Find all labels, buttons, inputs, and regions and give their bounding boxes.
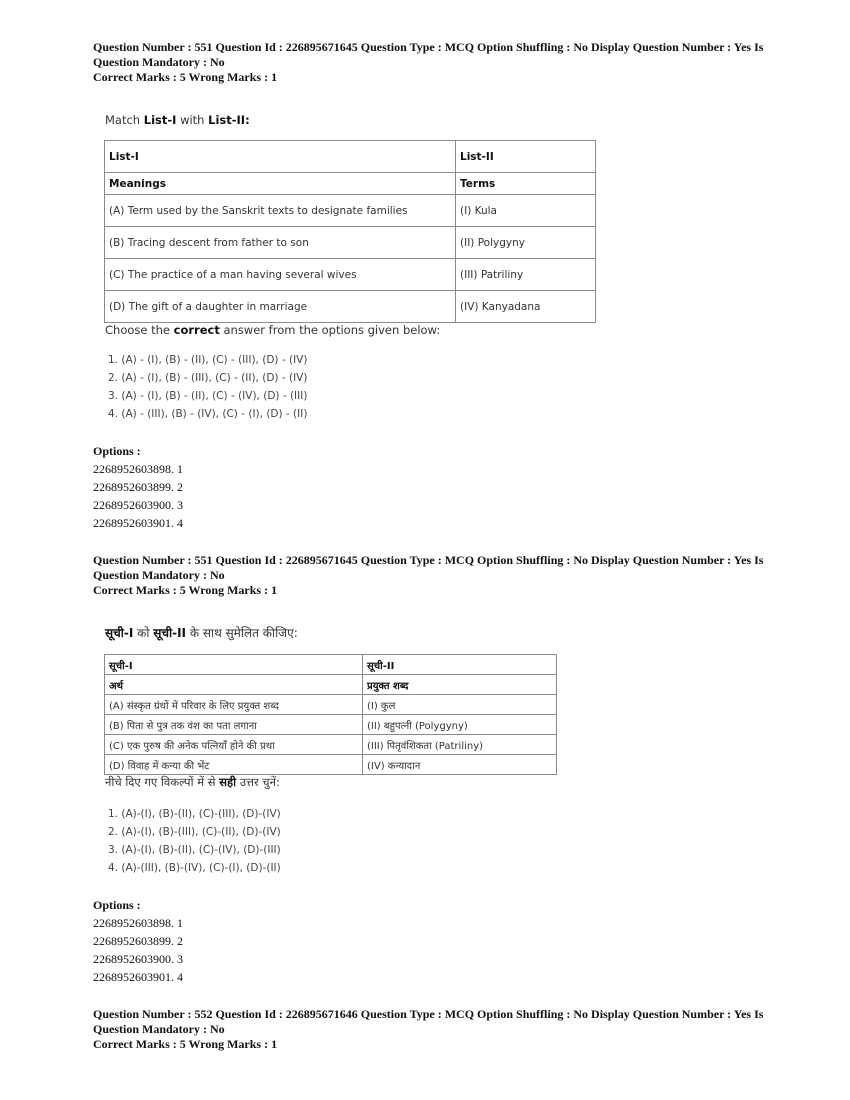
question-meta — [93, 40, 773, 85]
option-item: 2268952603901. 4 — [93, 516, 183, 530]
table-cell: (D) विवाह में कन्या की भेंट — [105, 755, 363, 775]
table-row — [105, 715, 557, 735]
meta-line: Question Mandatory : No — [93, 568, 225, 582]
question-meta — [93, 553, 773, 598]
options-label: Options : — [93, 444, 141, 458]
list-item: 3. (A)-(I), (B)-(II), (C)-(IV), (D)-(III) — [108, 844, 281, 856]
table-row — [105, 735, 557, 755]
meta-line: Question Number : 551 Question Id : 226895671645 Question Type : MCQ Option Shuffling : No Display Question Number : Yes Is — [93, 553, 764, 567]
match-table — [104, 140, 596, 323]
table-row — [105, 195, 596, 227]
table-cell: (D) The gift of a daughter in marriage — [105, 291, 456, 323]
match-prompt: सूची-I को सूची-II के साथ सुमेलित कीजिए: — [105, 626, 298, 640]
table-cell: List-II — [456, 141, 596, 173]
table-header-row — [105, 675, 557, 695]
table-cell: (C) The practice of a man having several wives — [105, 259, 456, 291]
list-item: 4. (A)-(III), (B)-(IV), (C)-(I), (D)-(II) — [108, 862, 281, 874]
question-meta — [93, 1007, 773, 1052]
list-item: 3. (A) - (I), (B) - (II), (C) - (IV), (D) - (III) — [108, 390, 308, 402]
option-item: 2268952603901. 4 — [93, 970, 183, 984]
list-item: 1. (A)-(I), (B)-(II), (C)-(III), (D)-(IV) — [108, 808, 281, 820]
table-cell: सूची-I — [105, 655, 363, 675]
table-row — [105, 291, 596, 323]
table-row — [105, 227, 596, 259]
answer-choices — [108, 805, 281, 877]
table-cell: (A) Term used by the Sanskrit texts to designate families — [105, 195, 456, 227]
table-header-row — [105, 173, 596, 195]
table-cell: (IV) कन्यादान — [363, 755, 557, 775]
option-item: 2268952603900. 3 — [93, 952, 183, 966]
table-cell: प्रयुक्त शब्द — [363, 675, 557, 695]
list-item: 2. (A) - (I), (B) - (III), (C) - (II), (D) - (IV) — [108, 372, 308, 384]
table-cell: (III) Patriliny — [456, 259, 596, 291]
table-cell: (I) Kula — [456, 195, 596, 227]
meta-line: Correct Marks : 5 Wrong Marks : 1 — [93, 583, 278, 597]
table-cell: सूची-II — [363, 655, 557, 675]
meta-line: Question Mandatory : No — [93, 55, 225, 69]
table-cell: (I) कुल — [363, 695, 557, 715]
table-cell: (IV) Kanyadana — [456, 291, 596, 323]
option-item: 2268952603898. 1 — [93, 462, 183, 476]
table-cell: (III) पितृवंशिकता (Patriliny) — [363, 735, 557, 755]
meta-line: Question Number : 552 Question Id : 226895671646 Question Type : MCQ Option Shuffling : No Display Question Number : Yes Is — [93, 1007, 764, 1021]
options-list — [93, 442, 183, 532]
choose-instruction: Choose the correct answer from the options given below: — [105, 323, 441, 337]
table-cell: (II) बहुपत्नी (Polygyny) — [363, 715, 557, 735]
option-item: 2268952603900. 3 — [93, 498, 183, 512]
meta-line: Question Mandatory : No — [93, 1022, 225, 1036]
table-cell: Meanings — [105, 173, 456, 195]
meta-line: Question Number : 551 Question Id : 226895671645 Question Type : MCQ Option Shuffling : No Display Question Number : Yes Is — [93, 40, 764, 54]
table-header-row — [105, 655, 557, 675]
table-row — [105, 755, 557, 775]
answer-choices — [108, 351, 307, 423]
table-cell: (A) संस्कृत ग्रंथों में परिवार के लिए प्रयुक्त शब्द — [105, 695, 363, 715]
list-item: 4. (A) - (III), (B) - (IV), (C) - (I), (D) - (II) — [108, 408, 308, 420]
options-label: Options : — [93, 898, 141, 912]
table-row — [105, 259, 596, 291]
table-cell: (C) एक पुरुष की अनेक पत्नियाँ होने की प्रथा — [105, 735, 363, 755]
option-item: 2268952603899. 2 — [93, 480, 183, 494]
match-prompt: Match List-I with List-II: — [105, 113, 250, 127]
option-item: 2268952603898. 1 — [93, 916, 183, 930]
meta-line: Correct Marks : 5 Wrong Marks : 1 — [93, 1037, 278, 1051]
match-table — [104, 654, 557, 775]
options-list — [93, 896, 183, 986]
table-row — [105, 695, 557, 715]
choose-instruction: नीचे दिए गए विकल्पों में से सही उत्तर चुनें: — [105, 775, 280, 789]
table-cell: (B) पिता से पुत्र तक वंश का पता लगाना — [105, 715, 363, 735]
table-cell: अर्थ — [105, 675, 363, 695]
table-cell: Terms — [456, 173, 596, 195]
table-cell: List-I — [105, 141, 456, 173]
meta-line: Correct Marks : 5 Wrong Marks : 1 — [93, 70, 278, 84]
table-cell: (II) Polygyny — [456, 227, 596, 259]
list-item: 2. (A)-(I), (B)-(III), (C)-(II), (D)-(IV) — [108, 826, 281, 838]
list-item: 1. (A) - (I), (B) - (II), (C) - (III), (D) - (IV) — [108, 354, 308, 366]
table-cell: (B) Tracing descent from father to son — [105, 227, 456, 259]
option-item: 2268952603899. 2 — [93, 934, 183, 948]
table-header-row — [105, 141, 596, 173]
